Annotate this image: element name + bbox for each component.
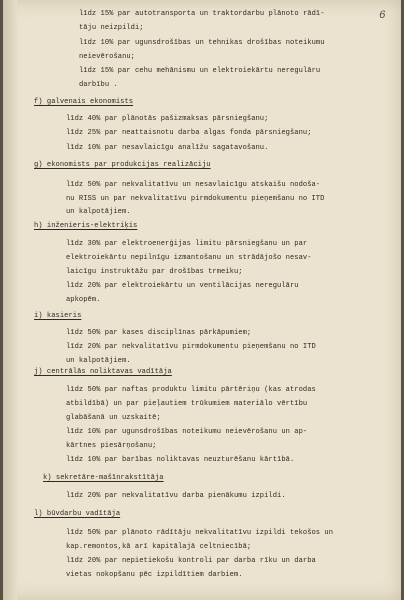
text-line: līdz 50% par kases disciplīnas pārkāpumiem;	[66, 329, 252, 337]
text-line: līdz 20% par elektroiekārtu un ventilācijas neregulāru	[66, 282, 299, 290]
text-line: līdz 25% par neattaisnotu darba algas fonda pārsniegšanu;	[66, 129, 312, 137]
text-line: līdz 50% par naftas produktu limitu pārtēriņu (kas atrodas	[66, 386, 316, 394]
text-line: nu RISS un par nekvalitatīvu pirmdokumentu pieņemšanu no ITD	[66, 195, 325, 203]
text-line: līdz 20% par nekvalitatīvu darba pienākumu izpildi.	[66, 492, 286, 500]
text-line: līdz 10% par ugunsdrošības un tehnikas drošības noteikumu	[79, 39, 325, 47]
text-line: neievērošanu;	[79, 53, 135, 61]
section-heading-i: i) kasieris	[34, 312, 82, 320]
text-line: līdz 15% par autotransporta un traktordarbu plānoto rādī-	[79, 10, 325, 18]
text-line: līdz 10% par nesavlaicīgu analīžu sagatavošanu.	[66, 144, 269, 152]
text-line: līdz 30% par elektroenerģijas limitu pārsniegšanu un par	[66, 240, 308, 248]
text-line: līdz 10% par ugunsdrošības noteikumu neievērošanu un ap-	[66, 428, 308, 436]
text-line: līdz 50% par plānoto rādītāju nekvalitatīvu izpildi tekošos un	[66, 529, 334, 537]
text-line: apkopēm.	[66, 296, 101, 304]
text-line: līdz 20% par nekvalitatīvu pirmdokumentu pieņemšanu no ITD	[66, 343, 316, 351]
page-number: 6	[379, 10, 386, 22]
section-heading-h: h) inženieris-elektriķis	[34, 222, 138, 230]
section-heading-k: k) sekretāre-mašīnrakstītāja	[43, 474, 164, 482]
text-line: laicīgu instruktāžu par drošības trmeiku;	[66, 268, 243, 276]
binding-edge	[3, 0, 17, 600]
text-line: kap.remontos,kā arī kapitālajā celtniecībā;	[66, 543, 252, 551]
text-line: tāju neizpildi;	[79, 24, 144, 32]
text-line: atbildībā) un par pieļautiem trūkumiem materiālo vērtību	[66, 400, 308, 408]
section-heading-g: g) ekonomists par produkcijas realizāciju	[34, 161, 211, 169]
text-line: darbību .	[79, 81, 118, 89]
text-line: līdz 50% par nekvalitatīvu un nesavlaicīgu atskaišu nodoša-	[66, 181, 321, 189]
text-line: līdz 10% par barības noliktavas neuzturēšanu kārtībā.	[66, 456, 295, 464]
section-heading-l: l) būvdarbu vadītāja	[34, 510, 121, 518]
text-line: līdz 40% par plānotās pašizmaksas pārsniegšanu;	[66, 115, 269, 123]
section-heading-f: f) galvenais ekonomists	[34, 98, 134, 106]
text-line: un kalpotājiem.	[66, 208, 131, 216]
text-line: elektroiekārtu nepilnīgu izmantošanu un strādājošo nesav-	[66, 254, 312, 262]
text-line: līdz 20% par nepietiekošu kontroli par darba rīku un darba	[66, 557, 316, 565]
section-heading-j: j) centrālās noliktavas vadītāja	[34, 368, 172, 376]
text-line: glabāšanā un uzskaitē;	[66, 414, 161, 422]
text-line: un kalpotājiem.	[66, 357, 131, 365]
text-line: kārtnes piesārņošanu;	[66, 442, 157, 450]
document-page	[3, 0, 401, 600]
text-line: vietas nokopšanu pēc izpildītiem darbiem.	[66, 571, 243, 579]
text-line: līdz 15% par cehu mehānismu un elektroiekārtu neregulāru	[79, 67, 321, 75]
